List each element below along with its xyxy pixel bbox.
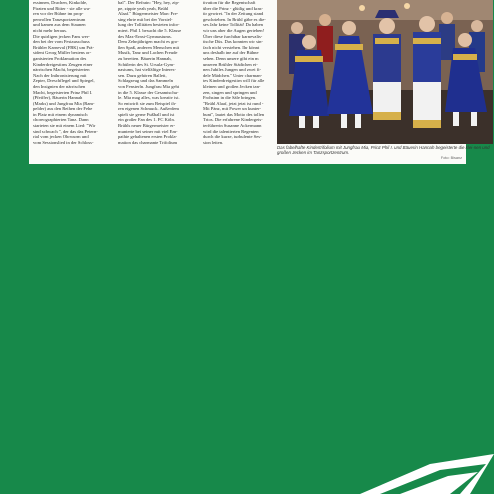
- article-line: uns deshalb ine auf der Bühne: [203, 50, 259, 56]
- article-line: Mit Pänz, mit Power un kunter-: [203, 106, 262, 112]
- article-line: und kamen aus dem Staunen: [33, 22, 86, 28]
- article-line: pelder) aus den Reihen der Fehe: [33, 106, 93, 112]
- article-line: unseren Brühler Städtchen ei-: [203, 61, 258, 67]
- article-line: Zepter, Dreschflegel und Spiegel,: [33, 78, 95, 84]
- article-line: fach nicht verstehen. Ihr könnt: [203, 44, 260, 50]
- article-line: ßen Spaß, anderen Menschen mit: [118, 44, 180, 50]
- article-line: sen. Dazu gehören Ballett,: [118, 72, 167, 78]
- article-line: wir uns aber die Augen gerieben!: [203, 27, 265, 33]
- article-line: den bei der vom Festausschuss: [33, 39, 90, 45]
- article-line: munterte bei seiner mit viel Em-: [118, 128, 178, 134]
- article-line: Brühler Karneval (FBK) um Prä-: [33, 44, 94, 50]
- green-white-logo-icon: [360, 454, 494, 494]
- article-line: ganisierten Proklamation des: [33, 55, 87, 61]
- article-line: nicht mehr heraus.: [33, 27, 68, 33]
- article-line: Nach der Inthronisierung mit: [33, 72, 87, 78]
- article-line: (Marks) und Jungfrau Mia (Ram-: [33, 100, 95, 106]
- article-line: nasiums, hat vielfältige Interes-: [118, 67, 176, 73]
- article-line: le. Mia mag alles, was kreativ ist.: [118, 95, 180, 101]
- article-line: sing ehrte mit bei der Vorstel-: [118, 16, 173, 22]
- article-line: über die Prinz - glütlig und kras-: [203, 5, 263, 11]
- article-line: sident Georg Müller bestens or-: [33, 50, 92, 56]
- article-line: "Brühl Alaaf, jetzt jetzt ist rund -: [203, 100, 264, 106]
- article-line: Schülerin des St. Ursula-Gym-: [118, 61, 175, 67]
- article-line: So entwirft sie zum Beispiel ih-: [118, 100, 177, 106]
- photo-caption: Das fabelhafte Kindertrifolium mit Jungfrau Mia, Prinz Phil I. und Bäuerin Hannah begeisterte die klei-nen und großen Jecken im Tanzsportzentrum.: [277, 145, 490, 156]
- article-line: zen, singen und springen und: [203, 89, 257, 95]
- article-line: kleinen und großen Jecken tan-: [203, 83, 261, 89]
- article-line: sehen. Denn unsere gibt ein m: [203, 55, 259, 61]
- article-line: terführerin Susanne Ackermann: [203, 123, 262, 129]
- article-line: sion leiten.: [203, 139, 224, 145]
- article-line: rial vom jecken Ohrwurm und: [33, 134, 89, 140]
- article-line: lung der Tollitäten besteten infor-: [118, 22, 180, 28]
- article-line: bal". Der Refrain: "Hey, hey, zip-: [118, 0, 180, 5]
- article-line: wird die talentierten Regenten: [203, 128, 259, 134]
- article-line: Piraten und Ritter - sie alle wa-: [33, 5, 91, 11]
- article-line: Alaaf." Bürgermeister Marc Fre-: [118, 11, 179, 17]
- article-line: tische Düs. Das konnten wir sin-: [203, 39, 263, 45]
- article-line: den Insignien der närrischen: [33, 83, 86, 89]
- article-column-3: [203, 0, 269, 145]
- article-line: tes Kinderdreigestirn will für alle: [203, 78, 265, 84]
- article-line: Brühls neuer Bürgermeister er-: [118, 123, 176, 129]
- article-line: zu bereiten. Bäuerin Hannah,: [118, 55, 172, 61]
- article-line: sind schwach ", der das das Petern-: [33, 128, 98, 134]
- article-line: Kinderdreigestirns Zeugen einer: [33, 61, 93, 67]
- article-line: miert. Phil I. besucht die 5. Klasse: [118, 27, 182, 33]
- photo-credit: Foto: Bisanz: [440, 156, 462, 160]
- article-line: ren vor der Bühne im prop-: [33, 11, 84, 17]
- article-line: essinnen, Drachen, Kinkolde,: [33, 0, 88, 5]
- article-line: mation das charmante Trifolium: [118, 139, 178, 145]
- article-line: durch die kurze, turbulente Ses-: [203, 134, 262, 140]
- article-line: pe, zippie yeah yeah, Brühl: [118, 5, 169, 11]
- carnival-photo: [277, 0, 493, 144]
- article-column-1: [33, 0, 99, 145]
- article-line: tivation für die Regentschaft: [203, 0, 256, 5]
- article-line: Schlagzeug und das Sammeln: [118, 78, 173, 84]
- article-line: choreographierten Tanz. Dann: [33, 117, 89, 123]
- article-line: Musik, Tanz und Lachen Freude: [118, 50, 178, 56]
- article-line: ses Jahr keine Tollität! Da haben: [203, 22, 263, 28]
- article-line: närrischen Macht, begeisterten: [33, 67, 90, 73]
- article-line: nen Jubiles Jungen und zwei fi-: [203, 67, 262, 73]
- article-line: Dem Zehnjährigen macht es gro-: [118, 39, 179, 45]
- article-line: Frohsinn in die Säle bringen.: [203, 95, 257, 101]
- article-line: Über diese furchtbar karnevalis-: [203, 33, 263, 39]
- article-line: Trios. Die erfahrene Kindergeis-: [203, 117, 263, 123]
- article-line: tir gewiret. "In der Zeitung stand: [203, 11, 264, 17]
- article-line: des Max-Ernst-Gymnasiums.: [118, 33, 172, 39]
- article-line: ren eigenen Schmuck. Außerdem: [118, 106, 179, 112]
- article-line: von Fensterln. Jungfrau Mia geht: [118, 83, 180, 89]
- article-line: vom Sessionslied in der Schloss-: [33, 139, 94, 145]
- article-line: dele Mädchen." Unter charman-: [203, 72, 263, 78]
- article-line: penvollen Tanzsportzentrum: [33, 16, 86, 22]
- article-line: Die quirligen jecken Fans wer-: [33, 33, 90, 39]
- article-line: geschrieben. In Brühl gäbe es die-: [203, 16, 266, 22]
- article-line: bunt", lautet das Motto des tollen: [203, 111, 265, 117]
- article-line: starteten sie mit einem Lied: "Wir: [33, 123, 96, 129]
- article-line: in die 5. Klasse der Gesamtschu-: [118, 89, 179, 95]
- article-line: spielt sie gerne Fußball und ist: [118, 111, 175, 117]
- article-line: (Pfeiffer), Bäuerin Hannah: [33, 95, 83, 101]
- article-line: Macht, begeisterten Prinz Phil I.: [33, 89, 93, 95]
- article-line: pathie gehaltenen ersten Prokla-: [118, 134, 178, 140]
- article-line: ein großer Fan des 1. FC Köln.: [118, 117, 175, 123]
- article-line: in Platz mit einem dynamisch: [33, 111, 88, 117]
- article-column-2: [118, 0, 184, 145]
- newspaper-page: [29, 0, 490, 164]
